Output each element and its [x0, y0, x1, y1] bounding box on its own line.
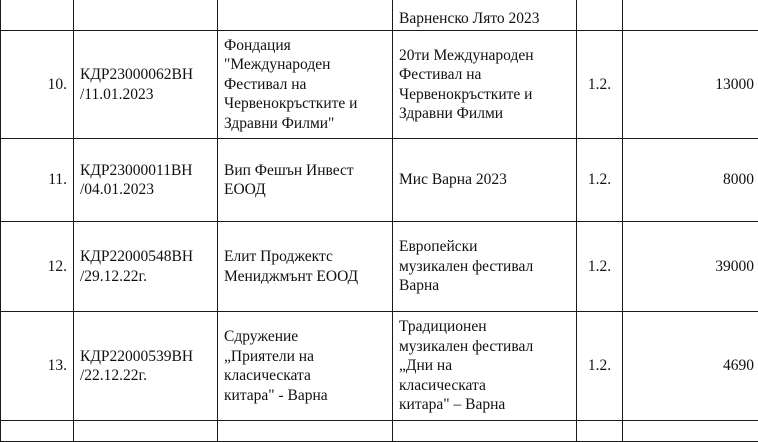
event-name: Варненско Лято 2023 [399, 10, 540, 27]
organization-cell [218, 0, 393, 31]
row-number: 11. [1, 139, 74, 222]
organization-line: Фондация [224, 36, 386, 56]
event-line: 20ти Международен [399, 46, 570, 66]
row-number-cell [1, 421, 74, 442]
organization-line: ЕООД [224, 180, 386, 200]
event-line: Фестивал на [399, 65, 570, 85]
table-row-partial-bottom [1, 421, 758, 442]
table-row-partial-top [1, 0, 758, 31]
section-cell: 1.2. [577, 222, 623, 312]
amount-cell: 39000 [623, 222, 758, 312]
event-line: Мис Варна 2023 [399, 170, 570, 190]
section-cell: 1.2. [577, 312, 623, 421]
event-line: музикален фестивал [399, 257, 570, 277]
organization-line: Сдружение [224, 327, 386, 347]
organization-line: китара" - Варна [224, 386, 386, 406]
registration-cell [74, 0, 218, 31]
registration-date: /04.01.2023 [80, 180, 211, 200]
organization-cell [218, 31, 393, 139]
organization-cell [218, 312, 393, 421]
organization-line: Червенокръстките и [224, 94, 386, 114]
registration-cell [74, 312, 218, 421]
registration-cell [74, 222, 218, 312]
event-cell [393, 0, 577, 31]
event-cell [393, 31, 577, 139]
section-cell [577, 0, 623, 31]
organization-line: Фестивал на [224, 75, 386, 95]
organization-line: Вип Фешън Инвест [224, 161, 386, 181]
table-row [1, 31, 758, 139]
registration-date: /11.01.2023 [80, 85, 211, 105]
event-line: Европейски [399, 237, 570, 257]
organization-cell [218, 222, 393, 312]
amount-cell [623, 0, 758, 31]
organization-line: "Международен [224, 55, 386, 75]
organization-line: класическата [224, 366, 386, 386]
organization-cell [218, 421, 393, 442]
organization-line: Мениджмънт ЕООД [224, 267, 386, 287]
event-cell [393, 421, 577, 442]
table-row [1, 222, 758, 312]
row-number: 13. [1, 312, 74, 421]
section-cell: 1.2. [577, 139, 623, 222]
event-line: класическата [399, 376, 570, 396]
event-cell [393, 222, 577, 312]
amount-cell: 8000 [623, 139, 758, 222]
section-cell [577, 421, 623, 442]
event-line: „Дни на [399, 356, 570, 376]
event-line: Традиционен [399, 317, 570, 337]
event-line: музикален фестивал [399, 337, 570, 357]
event-line: Варна [399, 276, 570, 296]
registration-date: /29.12.22г. [80, 267, 211, 287]
registration-number: КДР23000062ВН [80, 65, 211, 85]
row-number-cell [1, 0, 74, 31]
organization-cell [218, 139, 393, 222]
organization-line: Здравни Филми" [224, 114, 386, 134]
organization-line: „Приятели на [224, 347, 386, 367]
table-row [1, 312, 758, 421]
section-cell: 1.2. [577, 31, 623, 139]
event-cell [393, 312, 577, 421]
registration-cell [74, 421, 218, 442]
event-cell [393, 139, 577, 222]
registration-number: КДР23000011ВН [80, 161, 211, 181]
registration-cell [74, 31, 218, 139]
table-row [1, 139, 758, 222]
event-line: Червенокръстките и [399, 85, 570, 105]
registration-cell [74, 139, 218, 222]
amount-cell: 13000 [623, 31, 758, 139]
row-number: 10. [1, 31, 74, 139]
organization-line: Елит Проджектс [224, 247, 386, 267]
registration-number: КДР22000548ВН [80, 247, 211, 267]
event-line: китара" – Варна [399, 395, 570, 415]
registration-number: КДР22000539ВН [80, 347, 211, 367]
row-number: 12. [1, 222, 74, 312]
registration-date: /22.12.22г. [80, 366, 211, 386]
event-line: Здравни Филми [399, 104, 570, 124]
amount-cell: 4690 [623, 312, 758, 421]
amount-cell [623, 421, 758, 442]
